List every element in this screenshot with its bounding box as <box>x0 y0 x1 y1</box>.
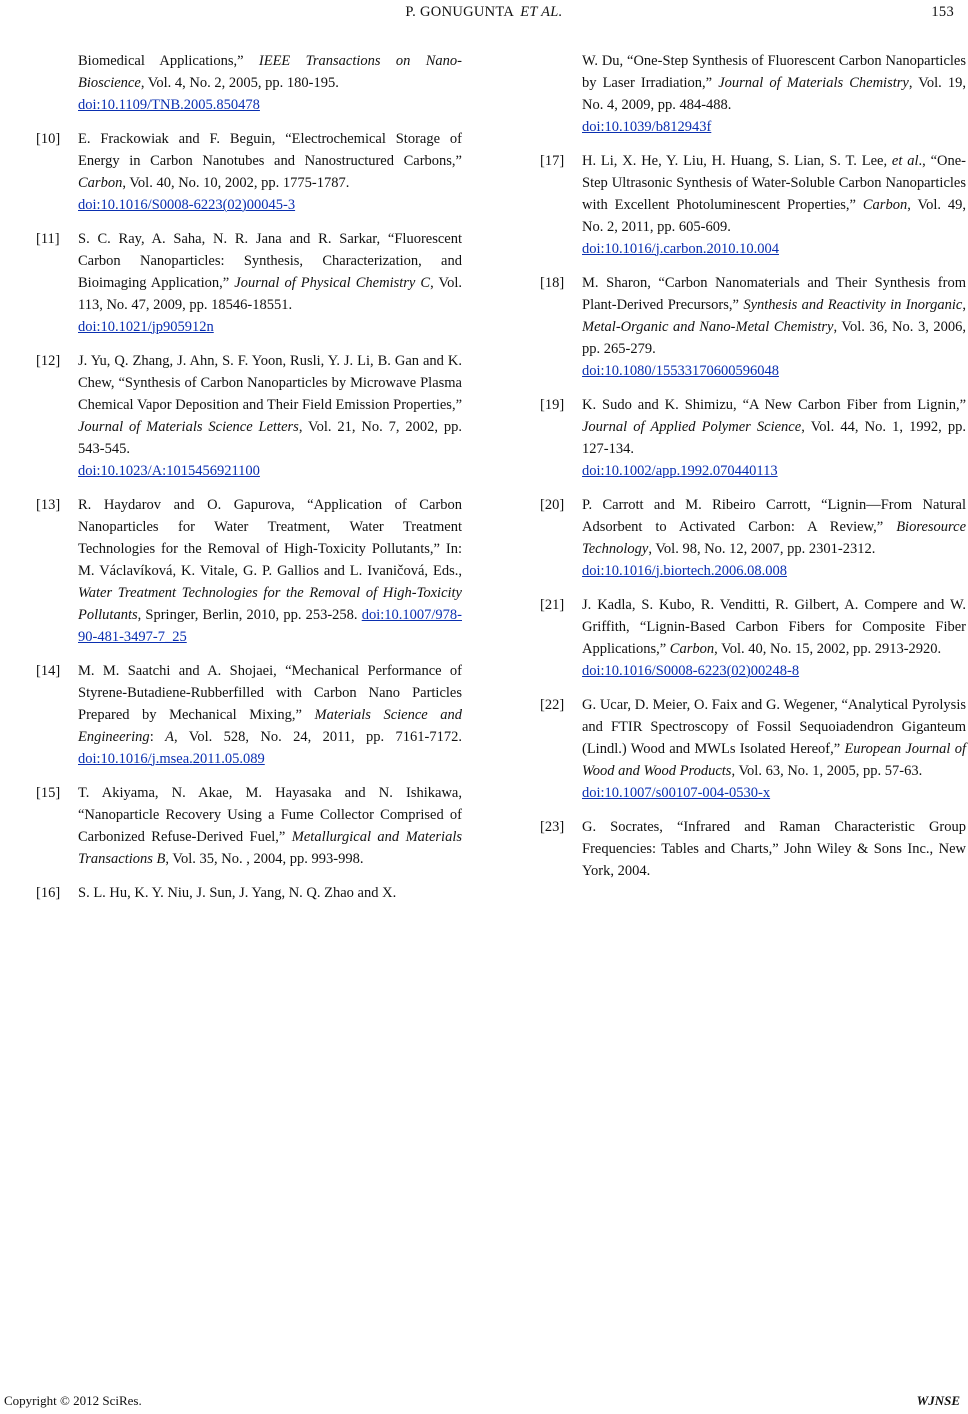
right-column-references <box>540 50 966 894</box>
doi-link[interactable]: doi:10.1016/S0008-6223(02)00248-8 <box>582 663 800 679</box>
reference-source-title: Carbon <box>862 197 908 213</box>
reference-text: , Vol. 40, No. 15, 2002, pp. 2913-2920. <box>714 641 942 657</box>
reference-text: M. M. Saatchi and A. Shojaei, “Mechanical Performance of Styrene-Butadiene-Rubberfilled with Carbon Nano Particles Prepared by Mechanical Mixing,” <box>78 663 462 723</box>
reference-text: ., “One-Step Ultrasonic Synthesis of Water-Soluble Carbon Nanoparticles with Excellent Photoluminescent Properties,” <box>582 153 967 213</box>
reference-text: G. Socrates, “Infrared and Raman Characteristic Group Frequencies: Tables and Charts,” John Wiley & Sons Inc., New York, 2004. <box>582 819 966 879</box>
reference-number: [20] <box>540 497 565 513</box>
running-head-authors <box>0 4 968 21</box>
reference-entry <box>36 350 462 482</box>
reference-source-title: Journal of Materials Science Letters <box>78 419 299 435</box>
reference-text: , Vol. 113, No. 47, 2009, pp. 18546-18551. <box>78 275 462 313</box>
reference-entry <box>540 272 966 382</box>
reference-text: , Vol. 4, No. 2, 2005, pp. 180-195. <box>140 75 339 91</box>
reference-number: [22] <box>540 697 565 713</box>
reference-text: J. Kadla, S. Kubo, R. Venditti, R. Gilbert, A. Compere and W. Griffith, “Lignin-Based Carbon Fibers for Composite Fiber Applications,” <box>582 597 966 657</box>
doi-link[interactable]: doi:10.1021/jp905912n <box>78 319 214 335</box>
reference-text: , Vol. 19, No. 4, 2009, pp. 484-488. <box>582 75 966 113</box>
reference-number: [15] <box>36 785 61 801</box>
reference-source-title: Journal of Materials Chemistry <box>718 75 909 91</box>
reference-number: [14] <box>36 663 61 679</box>
reference-text: , Vol. 35, No. , 2004, pp. 993-998. <box>165 851 364 867</box>
doi-link[interactable]: doi:10.1109/TNB.2005.850478 <box>78 97 260 113</box>
reference-text: Biomedical Applications,” <box>78 53 259 69</box>
reference-entry <box>540 816 966 882</box>
reference-number: [13] <box>36 497 61 513</box>
reference-number: [17] <box>540 153 565 169</box>
reference-text: : <box>149 729 166 745</box>
reference-number: [12] <box>36 353 61 369</box>
doi-link[interactable]: doi:10.1023/A:1015456921100 <box>78 463 260 479</box>
copyright-notice: Copyright © 2012 SciRes. <box>4 1393 142 1408</box>
reference-text: , Vol. 528, No. 24, 2011, pp. 7161-7172. <box>173 729 463 745</box>
reference-entry <box>36 228 462 338</box>
reference-number: [23] <box>540 819 565 835</box>
reference-text: S. C. Ray, A. Saha, N. R. Jana and R. Sarkar, “Fluorescent Carbon Nanoparticles: Synthesis, Characterization, and Bioimaging Application,” <box>78 231 462 291</box>
doi-link[interactable]: doi:10.1016/j.msea.2011.05.089 <box>78 751 265 767</box>
reference-source-title: Materials Science and Engineering <box>78 707 462 745</box>
reference-source-title: Journal of Physical Chemistry C <box>234 275 431 291</box>
doi-link[interactable]: doi:10.1039/b812943f <box>582 119 712 135</box>
reference-number: [19] <box>540 397 565 413</box>
reference-text: S. L. Hu, K. Y. Niu, J. Sun, J. Yang, N. Q. Zhao and X. <box>78 885 397 901</box>
reference-entry <box>36 128 462 216</box>
page-number: 153 <box>931 4 954 20</box>
reference-text: M. Sharon, “Carbon Nanomaterials and Their Synthesis from Plant-Derived Precursors,” <box>582 275 966 313</box>
reference-text: H. Li, X. He, Y. Liu, H. Huang, S. Lian, S. T. Lee, <box>582 153 892 169</box>
reference-text: R. Haydarov and O. Gapurova, “Application of Carbon Nanoparticles for Water Treatment, Water Treatment Technologies for the Removal of High-Toxicity Pollutants,” In: M. Václavíková, K. Vitale, G. P. Gallios and L. Ivaničová, Eds., <box>78 497 462 579</box>
reference-text: , <box>962 297 966 313</box>
reference-entry <box>540 150 966 260</box>
doi-link[interactable]: doi:10.1002/app.1992.070440113 <box>582 463 778 479</box>
reference-source-title: Synthesis and Reactivity in Inorganic <box>743 297 963 313</box>
reference-source-title: Carbon <box>78 175 123 191</box>
reference-text: , Vol. 49, No. 2, 2011, pp. 605-609. <box>582 197 966 235</box>
reference-source-title: Water Treatment Technologies for the Removal of High-Toxicity Pollutants <box>78 585 462 623</box>
reference-source-title: Metallurgical and Materials Transactions B <box>78 829 462 867</box>
reference-text: J. Yu, Q. Zhang, J. Ahn, S. F. Yoon, Rusli, Y. J. Li, B. Gan and K. Chew, “Synthesis of Carbon Nanoparticles by Microwave Plasma Chemical Vapor Deposition and Their Field Emission Properties,” <box>78 353 462 413</box>
reference-entry <box>540 50 966 138</box>
reference-text: , Vol. 98, No. 12, 2007, pp. 2301-2312. <box>648 541 876 557</box>
reference-source-title: Bioresource Technology <box>582 519 966 557</box>
doi-link[interactable]: doi:10.1016/j.biortech.2006.08.008 <box>582 563 787 579</box>
reference-entry <box>36 50 462 116</box>
reference-number: [16] <box>36 885 61 901</box>
reference-source-title: IEEE Transactions on Nano-Bioscience <box>78 53 462 91</box>
reference-entry <box>36 494 462 648</box>
reference-number: [10] <box>36 131 61 147</box>
reference-text: G. Ucar, D. Meier, O. Faix and G. Wegener, “Analytical Pyrolysis and FTIR Spectroscopy of Fossil Sequoiadendron Giganteum (Lindl.) Wood and MWLs Isolated Hereof,” <box>582 697 966 757</box>
reference-entry <box>540 694 966 804</box>
doi-link[interactable]: doi:10.1016/j.carbon.2010.10.004 <box>582 241 779 257</box>
doi-link[interactable]: doi:10.1007/s00107-004-0530-x <box>582 785 771 801</box>
reference-source-title: A <box>165 729 174 745</box>
reference-text: T. Akiyama, N. Akae, M. Hayasaka and N. Ishikawa, “Nanoparticle Recovery Using a Fume Collector Comprised of Carbonized Refuse-Derived Fuel,” <box>78 785 462 845</box>
author-names: P. GONUGUNTA <box>405 4 515 20</box>
reference-text: , Vol. 40, No. 10, 2002, pp. 1775-1787. <box>122 175 350 191</box>
reference-entry <box>36 882 462 904</box>
doi-link[interactable]: doi:10.1007/978-90-481-3497-7_25 <box>78 607 462 645</box>
doi-link[interactable]: doi:10.1080/15533170600596048 <box>582 363 779 379</box>
reference-text: , Vol. 21, No. 7, 2002, pp. 543-545. <box>78 419 462 457</box>
reference-text: P. Carrott and M. Ribeiro Carrott, “Lignin—From Natural Adsorbent to Activated Carbon: A Review,” <box>582 497 966 535</box>
running-head <box>0 4 968 24</box>
reference-source-title: Metal-Organic and Nano-Metal Chemistry <box>582 319 834 335</box>
reference-text: K. Sudo and K. Shimizu, “A New Carbon Fiber from Lignin,” <box>582 397 966 413</box>
reference-number: [18] <box>540 275 565 291</box>
reference-number: [21] <box>540 597 565 613</box>
reference-entry <box>540 594 966 682</box>
reference-entry <box>36 782 462 870</box>
left-column-references <box>36 50 462 916</box>
reference-text: W. Du, “One-Step Synthesis of Fluorescent Carbon Nanoparticles by Laser Irradiation,” <box>582 53 966 91</box>
page-footer <box>0 1393 968 1411</box>
reference-source-title: et al <box>891 153 919 169</box>
reference-text: , Vol. 36, No. 3, 2006, pp. 265-279. <box>582 319 967 357</box>
journal-abbreviation: WJNSE <box>916 1393 960 1408</box>
reference-text: , Vol. 44, No. 1, 1992, pp. 127-134. <box>582 419 966 457</box>
reference-entry <box>540 494 966 582</box>
reference-text: E. Frackowiak and F. Beguin, “Electrochemical Storage of Energy in Carbon Nanotubes and Nanostructured Carbons,” <box>78 131 462 169</box>
reference-entry <box>36 660 462 770</box>
doi-link[interactable]: doi:10.1016/S0008-6223(02)00045-3 <box>78 197 296 213</box>
et-al: ET AL. <box>520 4 563 20</box>
reference-number: [11] <box>36 231 60 247</box>
reference-source-title: Carbon <box>669 641 715 657</box>
reference-entry <box>540 394 966 482</box>
reference-text: , Vol. 63, No. 1, 2005, pp. 57-63. <box>731 763 923 779</box>
reference-source-title: European Journal of Wood and Wood Products <box>582 741 966 779</box>
reference-text: , Springer, Berlin, 2010, pp. 253-258. <box>137 607 362 623</box>
reference-source-title: Journal of Applied Polymer Science <box>582 419 802 435</box>
